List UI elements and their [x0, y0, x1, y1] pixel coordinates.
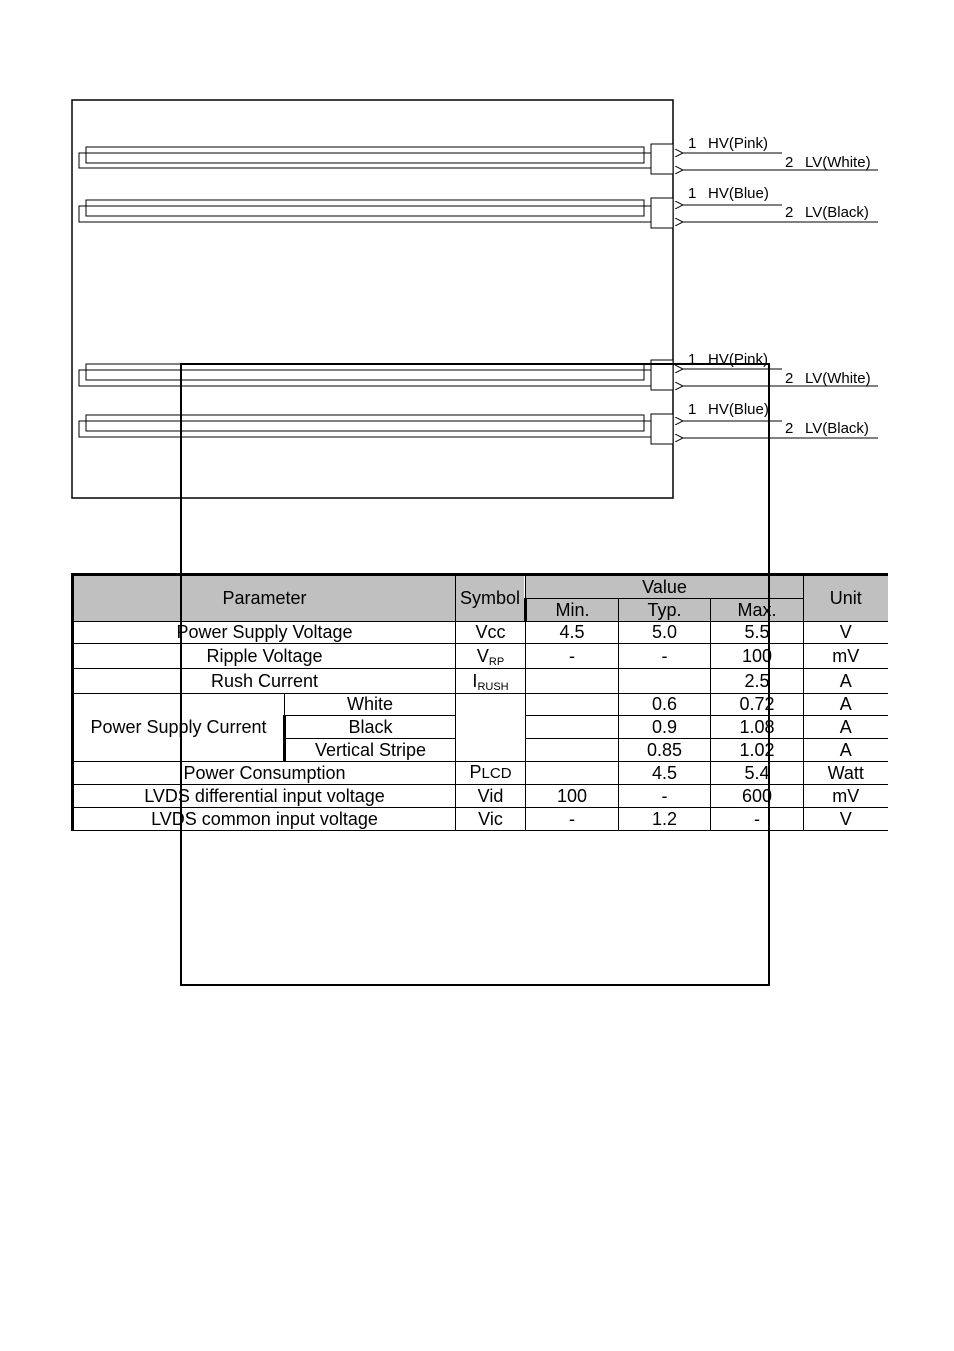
symbol-subscript: RUSH [477, 680, 509, 693]
hv-pin-number-3: 1 [688, 351, 697, 368]
table-row [73, 622, 888, 644]
symbol-cell [456, 762, 526, 785]
typ-cell: 5.0 [619, 622, 711, 644]
hv-label-1: HV(Pink) [708, 135, 769, 152]
unit-cell: A [804, 739, 888, 762]
min-cell [526, 694, 619, 716]
table-row [73, 669, 888, 694]
max-cell: 1.02 [711, 739, 804, 762]
pattern-cell: Vertical Stripe [285, 739, 456, 762]
min-cell [526, 669, 619, 694]
backlight-frame [72, 100, 673, 498]
header-parameter: Parameter [73, 575, 456, 622]
typ-cell: - [619, 644, 711, 669]
table-row [73, 762, 888, 785]
unit-cell: V [804, 622, 888, 644]
min-cell: 100 [526, 785, 619, 808]
param-cell: Power Supply Voltage [73, 622, 456, 644]
typ-cell: 1.2 [619, 808, 711, 831]
unit-cell: A [804, 694, 888, 716]
typ-cell: - [619, 785, 711, 808]
param-cell: LVDS differential input voltage [73, 785, 456, 808]
symbol-cell: Vic [456, 808, 526, 831]
lamp-assembly-1 [79, 135, 878, 174]
unit-cell: Watt [804, 762, 888, 785]
min-cell [526, 762, 619, 785]
power-supply-current-label: Power Supply Current [73, 694, 285, 762]
header-unit: Unit [804, 575, 888, 622]
lv-pin-number-4: 2 [785, 420, 794, 437]
max-cell: 1.08 [711, 716, 804, 739]
hv-label-2: HV(Blue) [708, 185, 769, 202]
unit-cell: mV [804, 785, 888, 808]
symbol-main: P [469, 762, 482, 782]
table-row [73, 694, 888, 716]
typ-cell: 4.5 [619, 762, 711, 785]
param-cell: LVDS common input voltage [73, 808, 456, 831]
header-typ: Typ. [619, 599, 711, 622]
min-cell: 4.5 [526, 622, 619, 644]
hv-pin-number-2: 1 [688, 185, 697, 202]
lamp-assembly-3 [79, 351, 878, 390]
lv-pin-number-1: 2 [785, 154, 794, 171]
unit-cell: V [804, 808, 888, 831]
min-cell: - [526, 644, 619, 669]
lv-label-2: LV(Black) [805, 204, 869, 221]
hv-pin-number-4: 1 [688, 401, 697, 418]
hv-label-3: HV(Pink) [708, 351, 769, 368]
max-cell: - [711, 808, 804, 831]
max-cell: 2.5 [711, 669, 804, 694]
max-cell: 600 [711, 785, 804, 808]
pattern-cell: White [285, 694, 456, 716]
symbol-cell: Vcc [456, 622, 526, 644]
lamp-connector-4 [651, 414, 673, 444]
symbol-cell: Vid [456, 785, 526, 808]
symbol-cell [456, 644, 526, 669]
param-cell: Rush Current [73, 669, 456, 694]
lamp-connector-2 [651, 198, 673, 228]
lv-pin-number-2: 2 [785, 204, 794, 221]
symbol-main: V [476, 645, 489, 666]
header-min: Min. [526, 599, 619, 622]
max-cell: 5.5 [711, 622, 804, 644]
param-cell: Power Consumption [73, 762, 456, 785]
min-cell [526, 716, 619, 739]
typ-cell: 0.9 [619, 716, 711, 739]
symbol-cell [456, 669, 526, 694]
max-cell: 0.72 [711, 694, 804, 716]
lv-label-4: LV(Black) [805, 420, 869, 437]
pattern-cell: Black [285, 716, 456, 739]
typ-cell: 0.6 [619, 694, 711, 716]
max-cell: 100 [711, 644, 804, 669]
typ-cell [619, 669, 711, 694]
header-symbol: Symbol [456, 575, 526, 622]
unit-cell: A [804, 716, 888, 739]
unit-cell: mV [804, 644, 888, 669]
typ-cell: 0.85 [619, 739, 711, 762]
table-row [73, 644, 888, 669]
table-row [73, 785, 888, 808]
electrical-spec-table [71, 573, 888, 831]
symbol-subscript: RP [488, 655, 505, 668]
hv-pin-number-1: 1 [688, 135, 697, 152]
symbol-suffix: LCD [481, 765, 512, 782]
header-row [73, 575, 888, 599]
lamp-assembly-2 [79, 185, 878, 228]
symbol-main: I [472, 670, 478, 691]
max-cell: 5.4 [711, 762, 804, 785]
header-max: Max. [711, 599, 804, 622]
hv-label-4: HV(Blue) [708, 401, 769, 418]
lv-label-1: LV(White) [805, 154, 871, 171]
table-row [73, 808, 888, 831]
lv-label-3: LV(White) [805, 370, 871, 387]
min-cell: - [526, 808, 619, 831]
lamp-assembly-4 [79, 401, 878, 444]
symbol-cell [456, 694, 526, 762]
min-cell [526, 739, 619, 762]
lv-pin-number-3: 2 [785, 370, 794, 387]
lamp-connector-1 [651, 144, 673, 174]
header-value: Value [526, 575, 804, 599]
lamp-connector-3 [651, 360, 673, 390]
param-cell: Ripple Voltage [73, 644, 456, 669]
unit-cell: A [804, 669, 888, 694]
